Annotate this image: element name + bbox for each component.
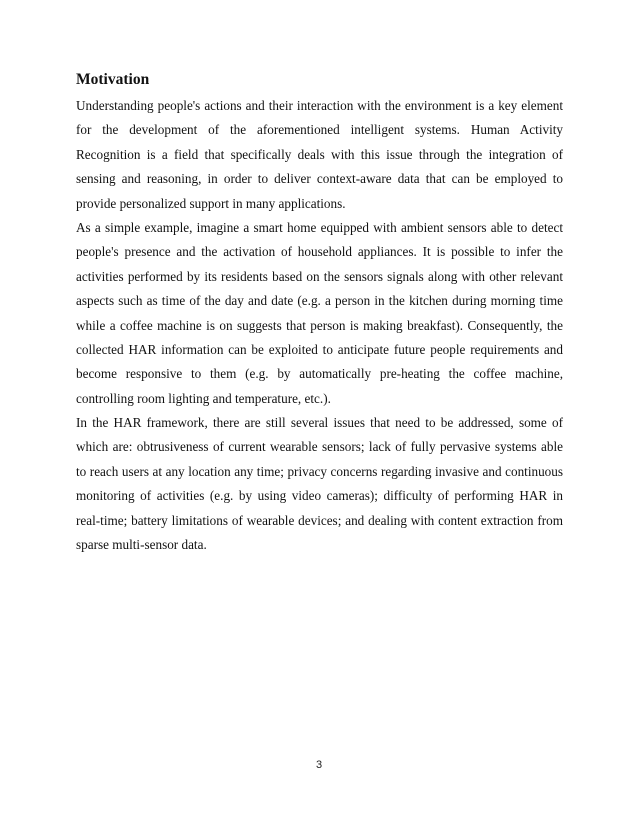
paragraph-3-line-5: real-time; battery limitations of wearable devices; and dealing with content extraction from: [76, 512, 563, 528]
paragraph-1-line-5: provide personalized support in many applications.: [76, 195, 346, 211]
paragraph-1-line-3: Recognition is a field that specifically deals with this issue through the integration of: [76, 146, 563, 162]
paragraph-1-line-4: sensing and reasoning, in order to deliver context-aware data that can be employed to: [76, 171, 563, 187]
paragraph-3-line-4: monitoring of activities (e.g. by using video cameras); difficulty of performing HAR in: [76, 488, 563, 504]
paragraph-3-line-1: In the HAR framework, there are still several issues that need to be addressed, some of: [76, 415, 563, 431]
paragraph-2-line-1: As a simple example, imagine a smart home equipped with ambient sensors able to detect: [76, 219, 563, 235]
paragraph-2-line-5: while a coffee machine is on suggests that person is making breakfast). Consequently, the: [76, 317, 563, 333]
page-number: 3: [315, 759, 323, 771]
paragraph-2-line-3: activities performed by its residents based on the sensors signals along with other relevant: [76, 268, 563, 284]
paragraph-2-line-4: aspects such as time of the day and date (e.g. a person in the kitchen during morning time: [76, 293, 563, 309]
paragraph-2-line-2: people's presence and the activation of household appliances. It is possible to infer the: [76, 244, 563, 260]
paragraph-1-line-2: for the development of the aforementioned intelligent systems. Human Activity: [76, 122, 563, 138]
paragraph-2-line-8: controlling room lighting and temperature, etc.).: [76, 390, 331, 406]
body-text: [76, 94, 563, 557]
paragraph-2-line-7: become responsive to them (e.g. by automatically pre-heating the coffee machine,: [76, 366, 563, 382]
paragraph-2-line-6: collected HAR information can be exploited to anticipate future people requirements and: [76, 341, 563, 357]
paragraph-1-line-1: Understanding people's actions and their interaction with the environment is a key element: [76, 98, 563, 113]
section-heading: Motivation: [76, 71, 150, 88]
paragraph-3-line-6: sparse multi-sensor data.: [76, 537, 207, 553]
paragraph-3-line-2: which are: obtrusiveness of current wearable sensors; lack of fully pervasive systems able: [76, 439, 563, 455]
paragraph-3-line-3: to reach users at any location any time; privacy concerns regarding invasive and continuous: [76, 463, 563, 479]
